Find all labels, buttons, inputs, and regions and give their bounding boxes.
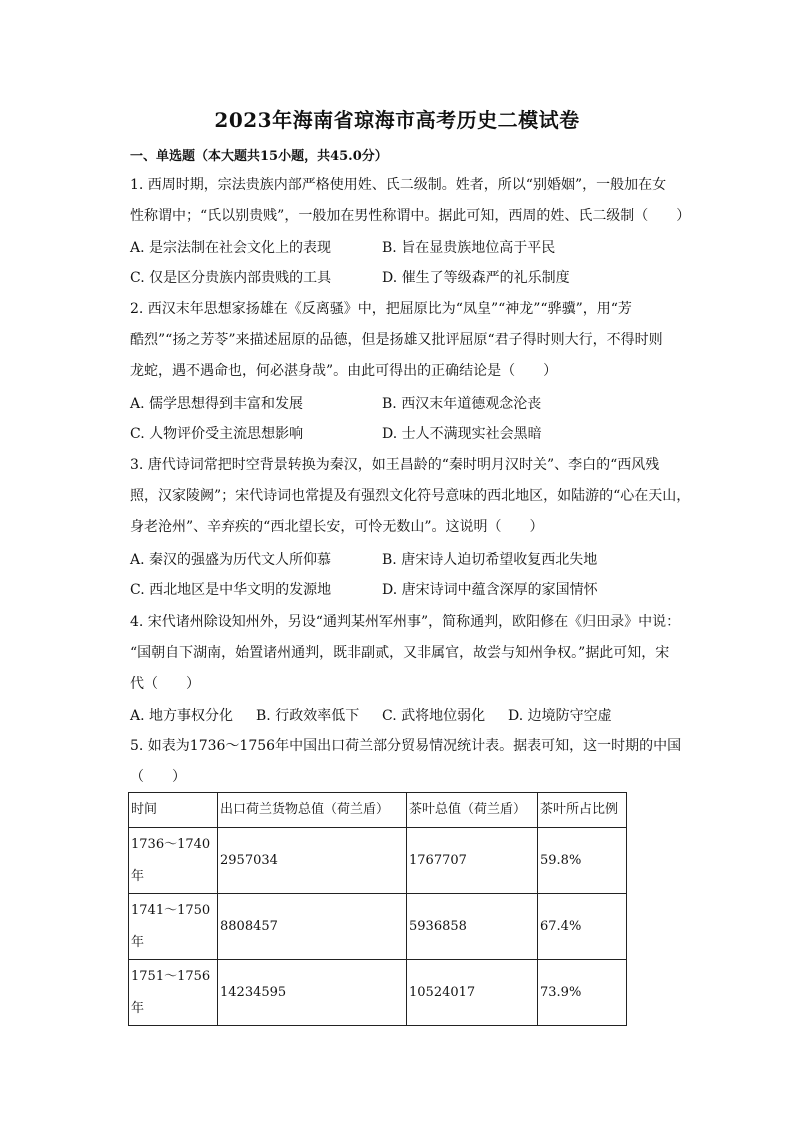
option-b: B. 行政效率低下 xyxy=(256,708,360,724)
tea-ratio-cell: 59.8% xyxy=(538,828,627,894)
stem-line: 3. 唐代诗词常把时空背景转换为秦汉，如王昌龄的“秦时明月汉时关”、李白的“西风残 xyxy=(130,457,660,473)
total-value-cell: 8808457 xyxy=(218,894,407,960)
option-d: D. 边境防守空虚 xyxy=(508,708,612,724)
question-3-stem xyxy=(130,450,700,543)
exam-title: 2023年海南省琼海市高考历史二模试卷 xyxy=(214,108,580,132)
option-b: B. 唐宋诗人迫切希望收复西北失地 xyxy=(382,552,598,568)
total-value-cell: 2957034 xyxy=(218,828,407,894)
tea-ratio-cell: 73.9% xyxy=(538,960,627,1026)
stem-line: 1. 西周时期，宗法贵族内部严格使用姓、氏二级制。姓者，所以“别婚姻”，一般加在女 xyxy=(130,177,667,193)
period-unit: 年 xyxy=(131,868,145,884)
stem-line: 酷烈”“扬之芳苓”来描述屈原的品德，但是扬雄又批评屈原“君子得时则大行，不得时则 xyxy=(130,332,663,348)
option-a: A. 地方事权分化 xyxy=(130,708,234,724)
stem-line: 照，汉家陵阙”；宋代诗词也常提及有强烈文化符号意味的西北地区，如陆游的“心在天山， xyxy=(130,488,691,504)
stem-line: 2. 西汉末年思想家扬雄在《反离骚》中，把屈原比为“凤皇”“神龙”“骅骥”，用“芳 xyxy=(130,301,632,317)
question-2-stem xyxy=(130,294,700,387)
tea-ratio-cell: 67.4% xyxy=(538,894,627,960)
table-row xyxy=(129,828,627,894)
table-row xyxy=(129,894,627,960)
stem-line: 4. 宋代诸州除设知州外，另设“通判某州军州事”，简称通判，欧阳修在《归田录》中说： xyxy=(130,614,681,630)
option-c: C. 武将地位弱化 xyxy=(382,708,486,724)
tea-value-cell: 10524017 xyxy=(407,960,538,1026)
stem-line: 5. 如表为1736～1756年中国出口荷兰部分贸易情况统计表。据表可知，这一时期的中国 xyxy=(130,738,682,754)
stem-line: “国朝自下湖南，始置诸州通判，既非副贰，又非属官，故尝与知州争权。”据此可知，宋 xyxy=(130,645,670,661)
option-d: D. 唐宋诗词中蕴含深厚的家国情怀 xyxy=(382,582,598,598)
option-d: D. 催生了等级森严的礼乐制度 xyxy=(382,270,570,286)
period-range: 1741～1750 xyxy=(131,902,211,918)
stem-line: 代（ ） xyxy=(130,676,200,692)
stem-line: （ ） xyxy=(130,769,186,785)
table-header-cell: 茶叶总值（荷兰盾） xyxy=(407,793,538,828)
option-a: A. 秦汉的强盛为历代文人所仰慕 xyxy=(130,552,332,568)
tea-value-cell: 1767707 xyxy=(407,828,538,894)
section-heading: 一、单选题（本大题共15小题，共45.0分） xyxy=(130,149,388,164)
question-5-stem xyxy=(130,731,700,793)
option-c: C. 西北地区是中华文明的发源地 xyxy=(130,582,332,598)
period-cell xyxy=(129,828,218,894)
period-cell xyxy=(129,960,218,1026)
stem-line: 性称谓中；“氏以别贵贱”，一般加在男性称谓中。据此可知，西周的姓、氏二级制（ ） xyxy=(130,208,691,224)
option-c: C. 仅是区分贵族内部贵贱的工具 xyxy=(130,270,332,286)
option-a: A. 是宗法制在社会文化上的表现 xyxy=(130,240,332,256)
table-header-row xyxy=(129,793,627,828)
option-b: B. 西汉末年道德观念沦丧 xyxy=(382,396,542,412)
period-cell xyxy=(129,894,218,960)
stem-line: 龙蛇，遇不遇命也，何必湛身哉”。由此可得出的正确结论是（ ） xyxy=(130,363,558,379)
total-value-cell: 14234595 xyxy=(218,960,407,1026)
table-row xyxy=(129,960,627,1026)
question-4-stem xyxy=(130,607,700,700)
period-unit: 年 xyxy=(131,934,145,950)
tea-value-cell: 5936858 xyxy=(407,894,538,960)
option-a: A. 儒学思想得到丰富和发展 xyxy=(130,396,304,412)
trade-table xyxy=(128,792,627,1026)
question-1-stem xyxy=(130,170,700,232)
table-header-cell: 时间 xyxy=(129,793,218,828)
table-header-cell: 出口荷兰货物总值（荷兰盾） xyxy=(218,793,407,828)
period-range: 1736～1740 xyxy=(131,836,211,852)
period-range: 1751～1756 xyxy=(131,968,211,984)
stem-line: 身老沧州”、辛弃疾的“西北望长安，可怜无数山”。这说明（ ） xyxy=(130,519,544,535)
option-c: C. 人物评价受主流思想影响 xyxy=(130,426,304,442)
period-unit: 年 xyxy=(131,1000,145,1016)
option-d: D. 士人不满现实社会黑暗 xyxy=(382,426,542,442)
table-header-cell: 茶叶所占比例 xyxy=(538,793,627,828)
option-b: B. 旨在显贵族地位高于平民 xyxy=(382,240,556,256)
